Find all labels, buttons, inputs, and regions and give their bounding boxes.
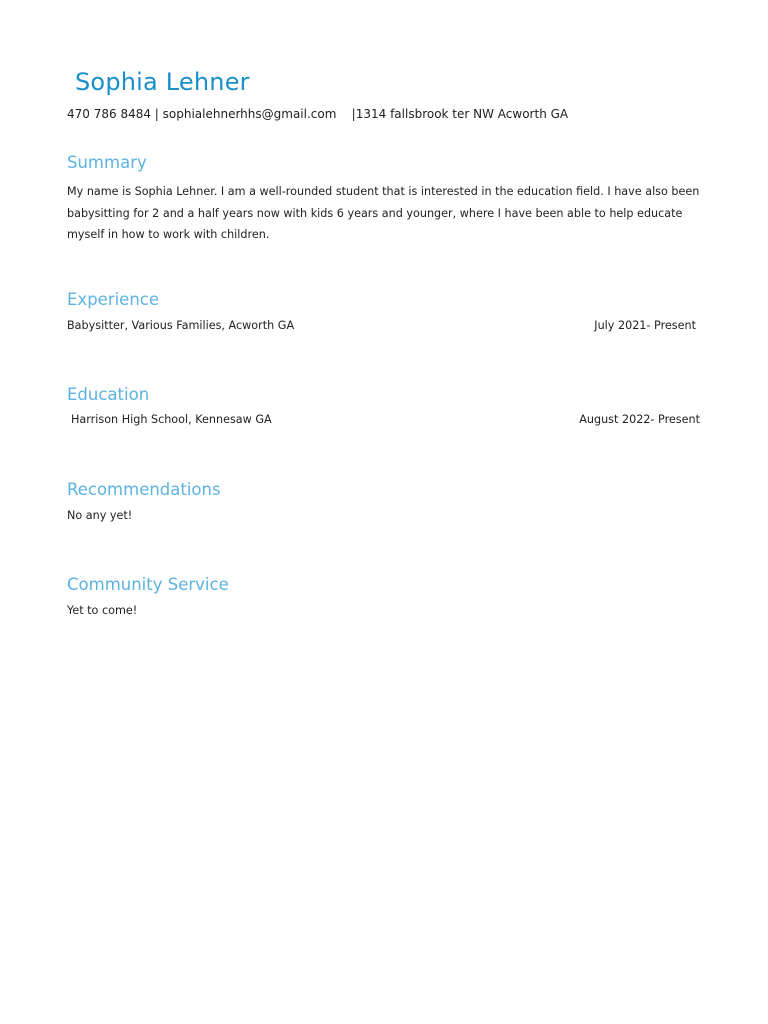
education-date: August 2022- Present (579, 413, 700, 426)
experience-entry: Babysitter, Various Families, Acworth GA (67, 319, 295, 332)
summary-text: My name is Sophia Lehner. I am a well-rounded student that is interested in the education field. I have also been babysitting for 2 and a half years now with kids 6 years and younger, where I have been able to help educate myself in how to work with children. (67, 185, 700, 241)
community-service-text: Yet to come! (67, 604, 138, 617)
resume-name: Sophia Lehner (75, 68, 250, 96)
community-service-heading: Community Service (67, 575, 229, 594)
recommendations-text: No any yet! (67, 509, 133, 522)
education-heading: Education (67, 385, 150, 404)
summary-heading: Summary (67, 153, 147, 172)
recommendations-heading: Recommendations (67, 480, 221, 499)
education-entry: Harrison High School, Kennesaw GA (71, 413, 272, 426)
experience-heading: Experience (67, 290, 160, 309)
experience-date: July 2021- Present (594, 319, 696, 332)
contact-info: 470 786 8484 | sophialehnerhhs@gmail.com |1314 fallsbrook ter NW Acworth GA (67, 107, 569, 121)
